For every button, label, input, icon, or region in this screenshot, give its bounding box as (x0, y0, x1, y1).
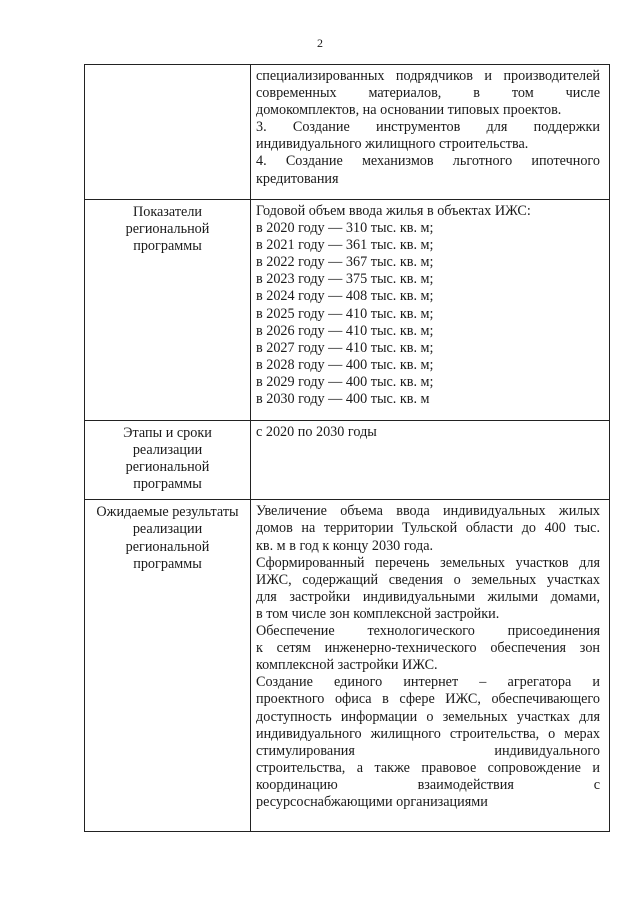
page-number: 2 (317, 36, 323, 50)
year-target-line: в 2025 году — 410 тыс. кв. м; (256, 305, 434, 322)
table-row-stages (85, 421, 610, 500)
table-row-tasks-continued (85, 65, 610, 200)
text-line: в том числе зон комплексной застройки. (256, 605, 500, 622)
text-line: Обеспечение технологического присоединения (256, 623, 600, 640)
year-target-line: в 2029 году — 400 тыс. кв. м; (256, 373, 434, 390)
text-line: ИЖС, содержащий сведения о земельных участках (256, 571, 600, 588)
text-line: домокомплектов, на основании типовых проектов. (256, 102, 562, 119)
program-passport-table (84, 64, 610, 832)
row-value-stages (251, 421, 610, 500)
table-row-indicators (85, 200, 610, 421)
text-line: специализированных подрядчиков и производителей (256, 68, 600, 84)
text-line: проектного офиса в сфере ИЖС, обеспечивающего (256, 691, 600, 708)
text-line: доступность информации о земельных участках для (256, 708, 600, 725)
text-line: 4. Создание механизмов льготного ипотечного (256, 153, 600, 170)
text-line: для застройки индивидуальными жилыми домами, (256, 588, 600, 605)
text-line: индивидуального жилищного строительства, о мерах (256, 725, 600, 742)
text-line: строительства, а также правовое сопровождение и (256, 759, 600, 776)
year-target-line: в 2027 году — 410 тыс. кв. м; (256, 339, 434, 356)
text-line: кредитования (256, 170, 339, 187)
text-line: стимулирования индивидуального (256, 742, 600, 759)
text-line: индивидуального жилищного строительства. (256, 136, 529, 153)
row-value-indicators (251, 200, 610, 421)
text-line: современных материалов, в том числе (256, 85, 600, 102)
table-row-expected-results (85, 500, 610, 832)
year-target-line: в 2030 году — 400 тыс. кв. м (256, 391, 430, 408)
text-line: комплексной застройки ИЖС. (256, 657, 438, 674)
text-line: Создание единого интернет – агрегатора и (256, 674, 600, 691)
text-line: Годовой объем ввода жилья в объектах ИЖС: (256, 203, 531, 219)
year-target-line: в 2024 году — 408 тыс. кв. м; (256, 288, 434, 305)
year-target-line: в 2023 году — 375 тыс. кв. м; (256, 271, 434, 288)
text-line: к сетям инженерно-технического обеспечения зон (256, 640, 600, 657)
text-line: с 2020 по 2030 годы (256, 424, 377, 440)
text-line: 3. Создание инструментов для поддержки (256, 119, 600, 136)
row-label-stages: Этапы и сроки реализации региональной программы (85, 421, 251, 500)
year-target-line: в 2028 году — 400 тыс. кв. м; (256, 356, 434, 373)
year-target-line: в 2022 году — 367 тыс. кв. м; (256, 254, 434, 271)
row-label-expected-results: Ожидаемые результаты реализации региональной программы (85, 500, 251, 832)
text-line: координацию взаимодействия с (256, 776, 600, 793)
text-line: ресурсоснабжающими организациями (256, 793, 488, 810)
year-target-line: в 2026 году — 410 тыс. кв. м; (256, 322, 434, 339)
text-line: кв. м в год к концу 2030 года. (256, 537, 434, 554)
year-target-line: в 2021 году — 361 тыс. кв. м; (256, 237, 434, 254)
row-label-empty (85, 65, 251, 200)
row-value-expected-results (251, 500, 610, 832)
text-line: Увеличение объема ввода индивидуальных жилых (256, 503, 600, 520)
year-target-line: в 2020 году — 310 тыс. кв. м; (256, 220, 434, 237)
text-line: Сформированный перечень земельных участков для (256, 554, 600, 571)
text-line: домов на территории Тульской области до 400 тыс. (256, 520, 600, 537)
row-value-tasks (251, 65, 610, 200)
row-label-indicators: Показатели региональной программы (85, 200, 251, 421)
